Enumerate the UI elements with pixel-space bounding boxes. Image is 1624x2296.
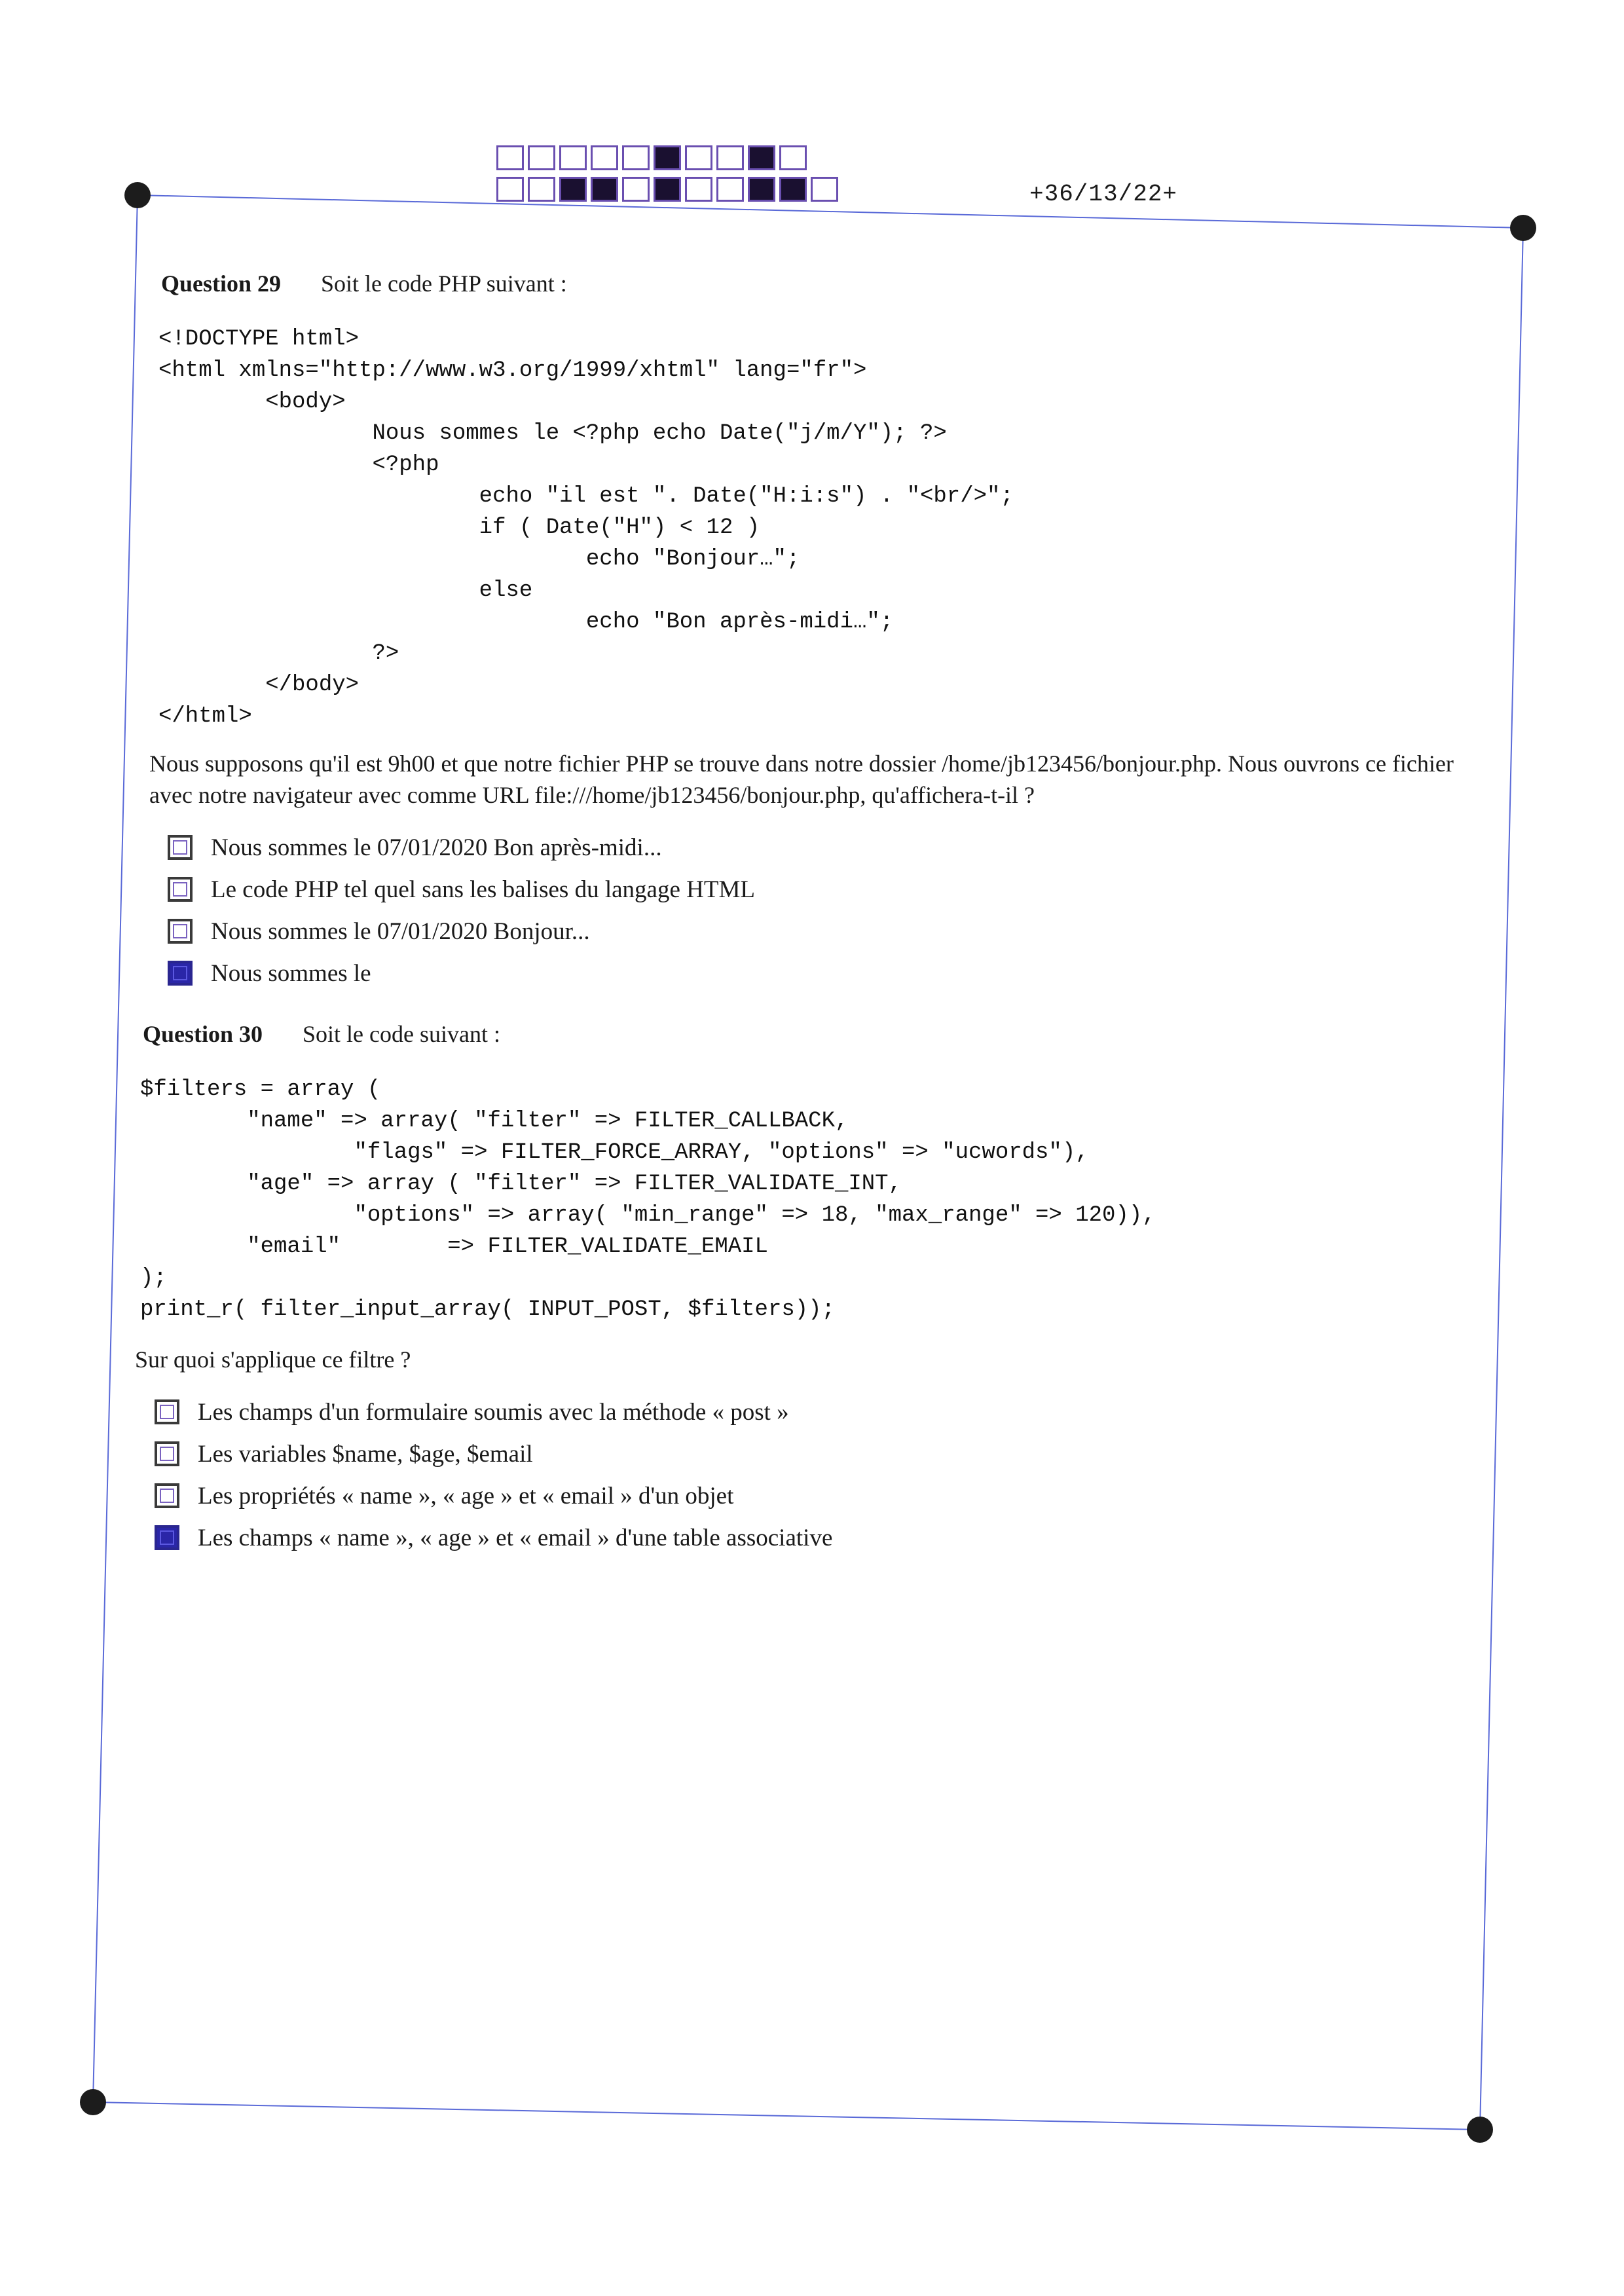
code-line: Nous sommes le <?php echo Date("j/m/Y"); ?>: [158, 421, 947, 446]
barcode-cell: [559, 145, 587, 170]
barcode-cell: [685, 145, 712, 170]
code-line: "age" => array ( "filter" => FILTER_VALIDATE_INT,: [140, 1172, 902, 1196]
code-line: $filters = array (: [140, 1077, 381, 1102]
barcode-cell: [496, 177, 524, 202]
code-line: echo "Bon après-midi…";: [158, 610, 894, 635]
code-line: </body>: [158, 673, 360, 697]
question-29-text: Nous supposons qu'il est 9h00 et que notre fichier PHP se trouve dans notre dossier /home/jb123456/bonjour.php. Nous ouvrons ce fichier avec notre navigateur avec comme URL file:///home/jb123456/bonjour.php, qu'affichera-t-il ?: [149, 750, 1454, 808]
corner-mark-top-left: [124, 182, 151, 208]
question-29-code: [158, 324, 1014, 732]
answer-label: Nous sommes le 07/01/2020 Bon après-midi...: [211, 834, 662, 861]
question-30-code: [140, 1074, 1156, 1325]
code-line: if ( Date("H") < 12 ): [158, 515, 760, 540]
question-29-answers: [168, 826, 755, 994]
barcode-cell: [591, 177, 618, 202]
answer-label: Nous sommes le 07/01/2020 Bonjour...: [211, 917, 590, 945]
answer-label: Les variables $name, $age, $email: [198, 1440, 533, 1468]
checkbox[interactable]: [168, 877, 193, 902]
checkbox[interactable]: [155, 1483, 179, 1508]
corner-mark-bottom-left: [80, 2089, 106, 2115]
question-prompt: Soit le code suivant :: [303, 1021, 500, 1047]
answer-label: Le code PHP tel quel sans les balises du langage HTML: [211, 876, 755, 903]
code-line: <html xmlns="http://www.w3.org/1999/xhtml" lang="fr">: [158, 358, 867, 383]
checkbox[interactable]: [155, 1399, 179, 1424]
question-label: Question 29: [161, 270, 282, 297]
barcode: [496, 145, 842, 208]
code-line: "email" => FILTER_VALIDATE_EMAIL: [140, 1234, 768, 1259]
answer-option[interactable]: [155, 1433, 832, 1475]
barcode-cell: [779, 177, 807, 202]
question-30-header: [143, 1020, 500, 1048]
checkbox-checked[interactable]: [168, 961, 193, 986]
answer-option[interactable]: [168, 868, 755, 910]
code-line: else: [158, 578, 533, 603]
corner-mark-bottom-right: [1467, 2117, 1493, 2143]
barcode-row-1: [496, 145, 842, 170]
checkbox[interactable]: [168, 919, 193, 944]
answer-option[interactable]: [168, 910, 755, 952]
barcode-cell: [685, 177, 712, 202]
barcode-cell: [748, 145, 775, 170]
code-line: <body>: [158, 390, 346, 415]
answer-option[interactable]: [168, 952, 755, 994]
code-line: <?php: [158, 453, 439, 477]
checkbox[interactable]: [168, 835, 193, 860]
barcode-cell: [591, 145, 618, 170]
barcode-cell: [559, 177, 587, 202]
code-line: ?>: [158, 641, 399, 666]
barcode-cell: [622, 177, 650, 202]
answer-label: Les champs d'un formulaire soumis avec la méthode « post »: [198, 1398, 789, 1426]
barcode-cell: [716, 177, 744, 202]
code-line: );: [140, 1266, 167, 1291]
question-30-text: Sur quoi s'applique ce filtre ?: [135, 1346, 411, 1373]
barcode-cell: [748, 177, 775, 202]
code-line: print_r( filter_input_array( INPUT_POST, $filters));: [140, 1297, 835, 1322]
barcode-cell: [528, 145, 555, 170]
question-prompt: Soit le code PHP suivant :: [321, 270, 567, 297]
answer-option[interactable]: [155, 1475, 832, 1517]
checkbox[interactable]: [155, 1441, 179, 1466]
barcode-cell: [779, 145, 807, 170]
code-line: </html>: [158, 704, 252, 729]
code-line: <!DOCTYPE html>: [158, 327, 360, 352]
code-line: "name" => array( "filter" => FILTER_CALLBACK,: [140, 1109, 849, 1134]
barcode-row-2: [496, 177, 842, 202]
answer-option[interactable]: [168, 826, 755, 868]
barcode-cell: [811, 177, 838, 202]
question-29-header: [161, 270, 567, 297]
barcode-cell: [654, 145, 681, 170]
answer-label: Les propriétés « name », « age » et « email » d'un objet: [198, 1482, 734, 1509]
answer-label: Les champs « name », « age » et « email » d'une table associative: [198, 1524, 833, 1551]
code-line: echo "Bonjour…";: [158, 547, 800, 572]
answer-option[interactable]: [155, 1517, 832, 1559]
corner-mark-top-right: [1510, 215, 1536, 241]
code-line: echo "il est ". Date("H:i:s") . "<br/>";: [158, 484, 1014, 509]
barcode-cell: [528, 177, 555, 202]
barcode-cell: [622, 145, 650, 170]
barcode-cell: [716, 145, 744, 170]
code-line: "options" => array( "min_range" => 18, "max_range" => 120)),: [140, 1203, 1156, 1228]
barcode-cell: [496, 145, 524, 170]
checkbox-checked[interactable]: [155, 1525, 179, 1550]
question-30-answers: [155, 1391, 832, 1559]
barcode-cell: [654, 177, 681, 202]
answer-label: Nous sommes le: [211, 959, 371, 987]
copy-id: +36/13/22+: [1029, 181, 1178, 208]
code-line: "flags" => FILTER_FORCE_ARRAY, "options" => "ucwords"),: [140, 1140, 1089, 1165]
answer-option[interactable]: [155, 1391, 832, 1433]
question-label: Question 30: [143, 1021, 263, 1047]
